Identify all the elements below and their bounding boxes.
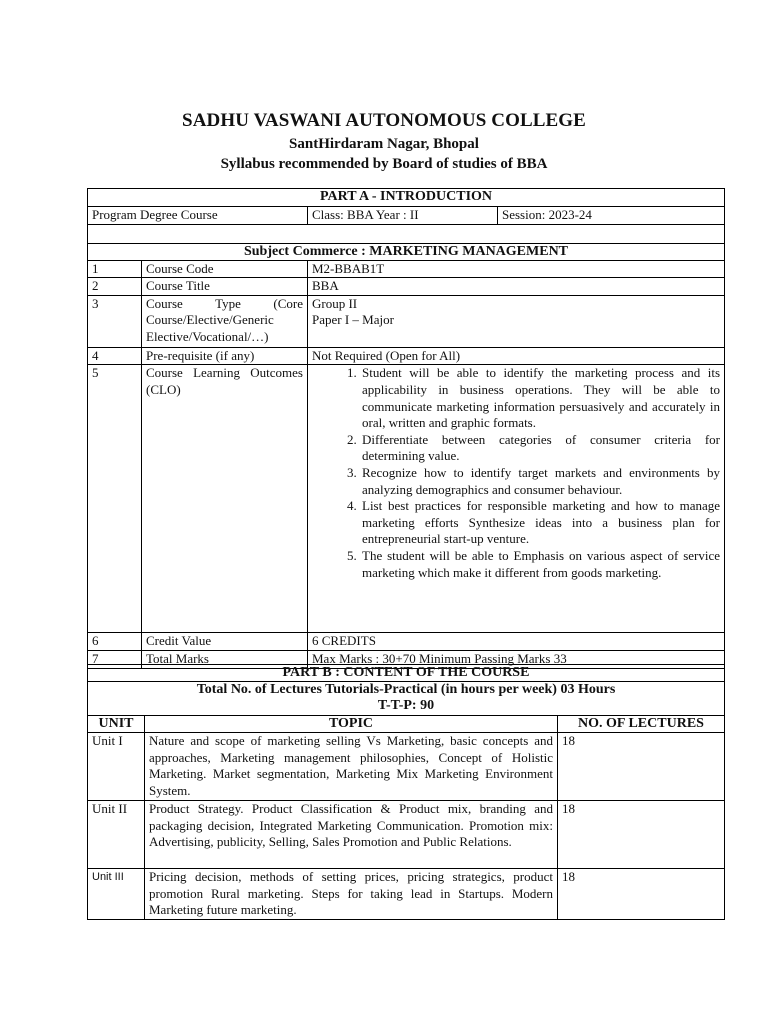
unit-lectures: 18 — [558, 869, 725, 920]
outcomes-list — [312, 365, 720, 581]
session-label: Session: 2023-24 — [498, 207, 725, 225]
lectures-per-week: Total No. of Lectures Tutorials-Practical (in hours per week) 03 Hours — [196, 682, 616, 697]
table-row — [88, 801, 725, 869]
row-number: 1 — [88, 260, 142, 278]
list-item: 1. Student will be able to identify the marketing process and its applicability in business operations. They will be able to communicate marketing information persuasively and accurately in oral, written and graphic formats. — [360, 365, 720, 431]
ttp-total: T-T-P: 90 — [377, 698, 435, 713]
part-a-title: PART A - INTRODUCTION — [88, 189, 725, 207]
unit-topic: Nature and scope of marketing selling Vs Marketing, basic concepts and approaches, Marketing management philosophies, Concept of Holistic Marketing. Market segmentation, Marketing Mix Marketing Environment System. — [145, 733, 558, 801]
course-type — [308, 295, 725, 347]
table-row — [88, 365, 725, 633]
topic-column-header: TOPIC — [145, 716, 558, 733]
unit-topic: Pricing decision, methods of setting prices, pricing strategics, product promotion Rural marketing. Steps for taking lead in Startups. Modern Marketing future marketing. — [145, 869, 558, 920]
row-label: Course Code — [142, 260, 308, 278]
blank-row — [88, 224, 725, 243]
row-label: Total Marks — [142, 650, 308, 668]
table-row — [88, 347, 725, 365]
row-label: Pre-requisite (if any) — [142, 347, 308, 365]
row-label: Credit Value — [142, 633, 308, 651]
row-number: 3 — [88, 295, 142, 347]
part-b-table — [87, 664, 725, 920]
list-item: 5. The student will be able to Emphasis on various aspect of service marketing which make it different from goods marketing. — [360, 548, 720, 581]
row-number: 4 — [88, 347, 142, 365]
unit-name: Unit II — [88, 801, 145, 869]
program-degree-course: Program Degree Course — [88, 207, 308, 225]
lectures-summary — [88, 682, 725, 716]
lectures-column-header: NO. OF LECTURES — [558, 716, 725, 733]
unit-lectures: 18 — [558, 801, 725, 869]
course-code: M2-BBAB1T — [308, 260, 725, 278]
row-label: Course Type (Core Course/Elective/Generic Elective/Vocational/…) — [142, 295, 308, 347]
unit-name: Unit III — [88, 869, 145, 920]
list-item: 4. List best practices for responsible marketing and how to manage marketing efforts Synthesize ideas into a business plan for entrepreneurial start-up venture. — [360, 498, 720, 548]
credit-value: 6 CREDITS — [308, 633, 725, 651]
row-label: Course Learning Outcomes (CLO) — [142, 365, 308, 633]
unit-column-header: UNIT — [88, 716, 145, 733]
prerequisite: Not Required (Open for All) — [308, 347, 725, 365]
total-marks: Max Marks : 30+70 Minimum Passing Marks 33 — [308, 650, 725, 668]
course-type-paper: Paper I – Major — [312, 312, 394, 328]
row-number: 5 — [88, 365, 142, 633]
course-title: BBA — [308, 278, 725, 296]
table-row — [88, 733, 725, 801]
subject-title: Subject Commerce : MARKETING MANAGEMENT — [88, 243, 725, 260]
course-outcomes — [308, 365, 725, 633]
syllabus-title: Syllabus recommended by Board of studies of BBA — [220, 156, 548, 172]
part-a-table — [87, 188, 725, 669]
unit-topic: Product Strategy. Product Classification & Product mix, branding and packaging decision, Integrated Marketing Communication. Promotion mix: Advertising, publicity, Selling, Sales Promotion and Public Relations. — [145, 801, 558, 869]
list-item: 3. Recognize how to identify target markets and environments by analyzing demographics and consumer behaviour. — [360, 465, 720, 498]
document-header — [0, 108, 768, 174]
row-label: Course Title — [142, 278, 308, 296]
course-type-group: Group II — [312, 295, 358, 311]
unit-lectures: 18 — [558, 733, 725, 801]
list-item: 2. Differentiate between categories of consumer criteria for determining value. — [360, 432, 720, 465]
unit-name: Unit I — [88, 733, 145, 801]
row-number: 6 — [88, 633, 142, 651]
table-row — [88, 278, 725, 296]
table-row — [88, 633, 725, 651]
table-row — [88, 295, 725, 347]
class-label: Class: BBA Year : II — [308, 207, 498, 225]
row-number: 7 — [88, 650, 142, 668]
row-number: 2 — [88, 278, 142, 296]
college-name: SADHU VASWANI AUTONOMOUS COLLEGE — [182, 110, 586, 131]
part-b-title: PART B : CONTENT OF THE COURSE — [88, 665, 725, 682]
table-row — [88, 869, 725, 920]
table-row — [88, 260, 725, 278]
college-location: SantHirdaram Nagar, Bhopal — [289, 136, 479, 152]
